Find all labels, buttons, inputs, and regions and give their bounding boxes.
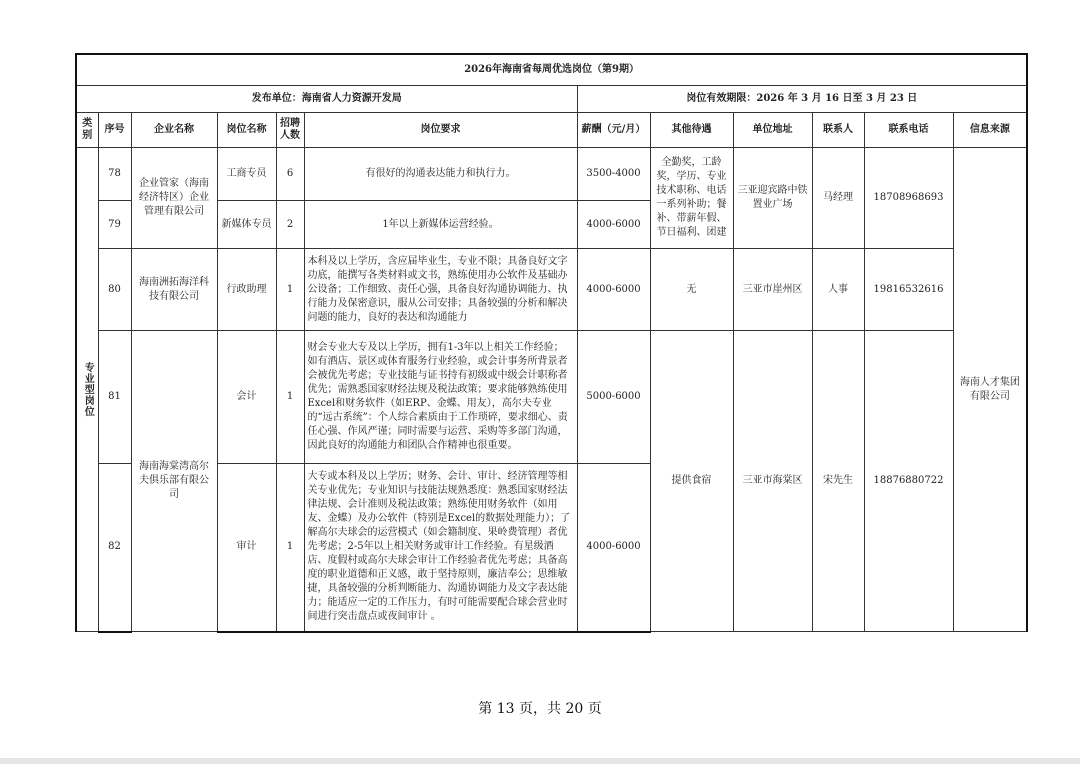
phone-cell: 18876880722 [864,331,953,632]
position-cell: 新媒体专员 [217,201,276,249]
company-cell: 海南洲拓海洋科技有限公司 [131,249,217,331]
count-cell: 1 [276,331,304,464]
salary-cell: 5000-6000 [577,331,650,464]
header-address: 单位地址 [733,113,812,148]
bottom-divider [0,758,1080,764]
job-postings-table [75,53,1028,633]
benefits-cell: 提供食宿 [650,331,733,632]
count-cell: 2 [276,201,304,249]
phone-cell: 18708968693 [864,148,953,249]
count-cell: 1 [276,249,304,331]
header-phone: 联系电话 [864,113,953,148]
count-cell: 1 [276,464,304,632]
requirements-cell: 财会专业大专及以上学历，拥有1-3年以上相关工作经验；如有酒店、景区或体育服务行业经验，或会计事务所背景者会被优先考虑；专业技能与证书持有初级或中级会计职称者优先；需熟悉国家财经法规及税法政策；要求能够熟练使用Excel和财务软件（如ERP、金蝶、用友），高尔夫专业的“远古系统”：个人综合素质由于工作琐碎，要求细心、责任心强、作风严谨；同时需要与运营、采购等多部门沟通，因此良好的沟通能力和团队合作精神也很重要。 [304,331,577,464]
position-cell: 会计 [217,331,276,464]
page-number: 第 13 页，共 20 页 [478,701,602,717]
header-contact: 联系人 [812,113,864,148]
position-cell: 审计 [217,464,276,632]
requirements-cell: 本科及以上学历，含应届毕业生，专业不限；具备良好文字功底，能撰写各类材料或文书，熟练使用办公软件及基础办公设备；工作细致、责任心强，具备良好沟通协调能力、执行能力及保密意识，服从公司安排；具备较强的分析和解决问题的能力，良好的表达和沟通能力 [304,249,577,331]
header-company: 企业名称 [131,113,217,148]
publisher: 发布单位：海南省人力资源开发局 [76,86,577,113]
address-cell: 三亚市海棠区 [733,331,812,632]
requirements-cell: 1年以上新媒体运营经验。 [304,201,577,249]
salary-cell: 4000-6000 [577,249,650,331]
company-cell: 企业管家（海南经济特区）企业管理有限公司 [131,148,217,249]
category-cell: 专业型岗位 [76,148,98,632]
contact-cell: 马经理 [812,148,864,249]
position-cell: 行政助理 [217,249,276,331]
table-row [76,148,1027,201]
seq-cell: 81 [98,331,131,464]
contact-cell: 宋先生 [812,331,864,632]
table-title: 2026年海南省每周优选岗位（第9期） [76,54,1027,86]
seq-cell: 80 [98,249,131,331]
validity-period: 岗位有效期限：2026 年 3 月 16 日至 3 月 23 日 [577,86,1027,113]
benefits-cell: 无 [650,249,733,331]
contact-cell: 人事 [812,249,864,331]
salary-cell: 4000-6000 [577,201,650,249]
table-row [76,249,1027,331]
salary-cell: 3500-4000 [577,148,650,201]
header-seq: 序号 [98,113,131,148]
seq-cell: 79 [98,201,131,249]
table-row [76,331,1027,464]
page-footer [0,698,1080,718]
address-cell: 三亚迎宾路中铁置业广场 [733,148,812,249]
address-cell: 三亚市崖州区 [733,249,812,331]
seq-cell: 82 [98,464,131,632]
position-cell: 工商专员 [217,148,276,201]
header-salary: 薪酬（元/月） [577,113,650,148]
count-cell: 6 [276,148,304,201]
header-source: 信息来源 [953,113,1027,148]
header-benefits: 其他待遇 [650,113,733,148]
header-requirements: 岗位要求 [304,113,577,148]
source-cell: 海南人才集团有限公司 [953,148,1027,632]
phone-cell: 19816532616 [864,249,953,331]
header-category: 类别 [76,113,98,148]
requirements-cell: 有很好的沟通表达能力和执行力。 [304,148,577,201]
benefits-cell: 全勤奖，工龄奖，学历、专业技术职称、电话一系列补助；餐补、带薪年假、节日福利、团建 [650,148,733,249]
company-cell: 海南海棠湾高尔夫俱乐部有限公司 [131,331,217,632]
header-count: 招聘人数 [276,113,304,148]
seq-cell: 78 [98,148,131,201]
header-position: 岗位名称 [217,113,276,148]
requirements-cell: 大专或本科及以上学历；财务、会计、审计、经济管理等相关专业优先；专业知识与技能法规熟悉度：熟悉国家财经法律法规、会计准则及税法政策；熟练使用财务软件（如用友、金蝶）及办公软件（特别是Excel的数据处理能力）；了解高尔夫球会的运营模式（如会籍制度、果岭费管理）者优先考虑；2-5年以上相关财务或审计工作经验。有星级酒店、度假村或高尔夫球会审计工作经验者优先考虑；具备高度的职业道德和正义感，敢于坚持原则，廉洁奉公；思维敏捷，具备较强的分析判断能力、沟通协调能力及文字表达能力；能适应一定的工作压力，有时可能需要配合球会营业时间进行突击盘点或夜间审计 。 [304,464,577,632]
salary-cell: 4000-6000 [577,464,650,632]
